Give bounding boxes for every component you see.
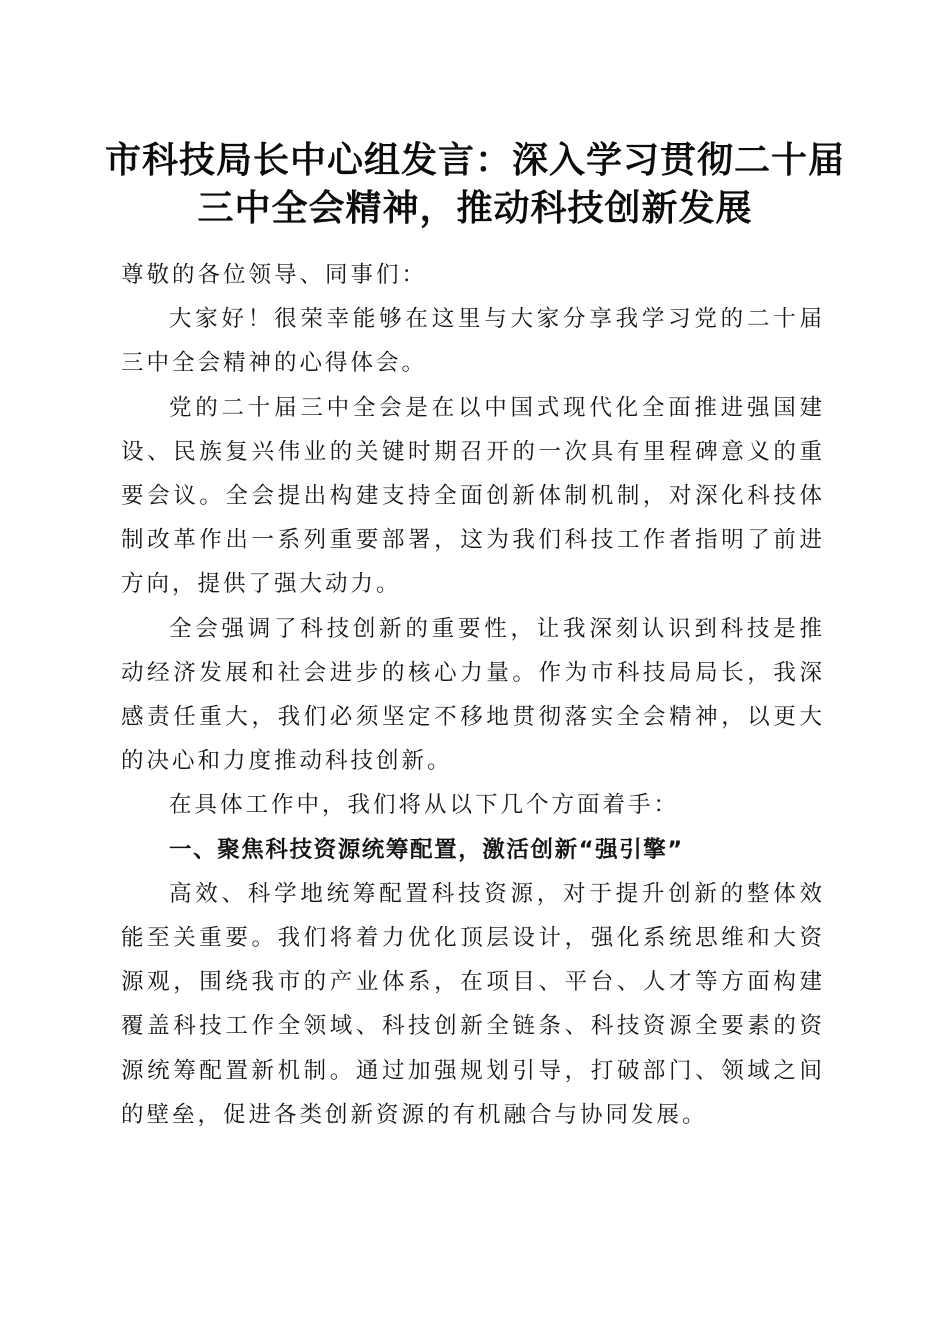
paragraph-work-intro: 在具体工作中，我们将从以下几个方面着手： xyxy=(169,792,680,819)
salutation: 尊敬的各位领导、同事们： xyxy=(121,262,428,288)
document-body xyxy=(121,253,825,1137)
paragraph-plenum-significance: 党的二十届三中全会是在以中国式现代化全面推进强国建设、民族复兴伟业的关键时期召开的一次具有里程碑意义的重要会议。全会提出构建支持全面创新体制机制，对深化科技体制改革作出一系列重要部署，这为我们科技工作者指明了前进方向，提供了强大动力。 xyxy=(121,394,825,598)
section-heading-1: 一、聚焦科技资源统筹配置，激活创新“强引擎” xyxy=(169,836,684,863)
title-line-2: 三中全会精神，推动科技创新发展 xyxy=(197,187,753,229)
title-line-1: 市科技局长中心组发言：深入学习贯彻二十届 xyxy=(104,139,845,181)
document-title xyxy=(80,136,870,232)
paragraph-greeting: 大家好！很荣幸能够在这里与大家分享我学习党的二十届三中全会精神的心得体会。 xyxy=(121,306,825,377)
section-1-paragraph: 高效、科学地统筹配置科技资源，对于提升创新的整体效能至关重要。我们将着力优化顶层设计，强化系统思维和大资源观，围绕我市的产业体系，在项目、平台、人才等方面构建覆盖科技工作全领域、科技创新全链条、科技资源全要素的资源统筹配置新机制。通过加强规划引导，打破部门、领域之间的壁垒，促进各类创新资源的有机融合与协同发展。 xyxy=(121,880,825,1128)
paragraph-tech-importance: 全会强调了科技创新的重要性，让我深刻认识到科技是推动经济发展和社会进步的核心力量。作为市科技局局长，我深感责任重大，我们必须坚定不移地贯彻落实全会精神，以更大的决心和力度推动科技创新。 xyxy=(121,615,825,775)
